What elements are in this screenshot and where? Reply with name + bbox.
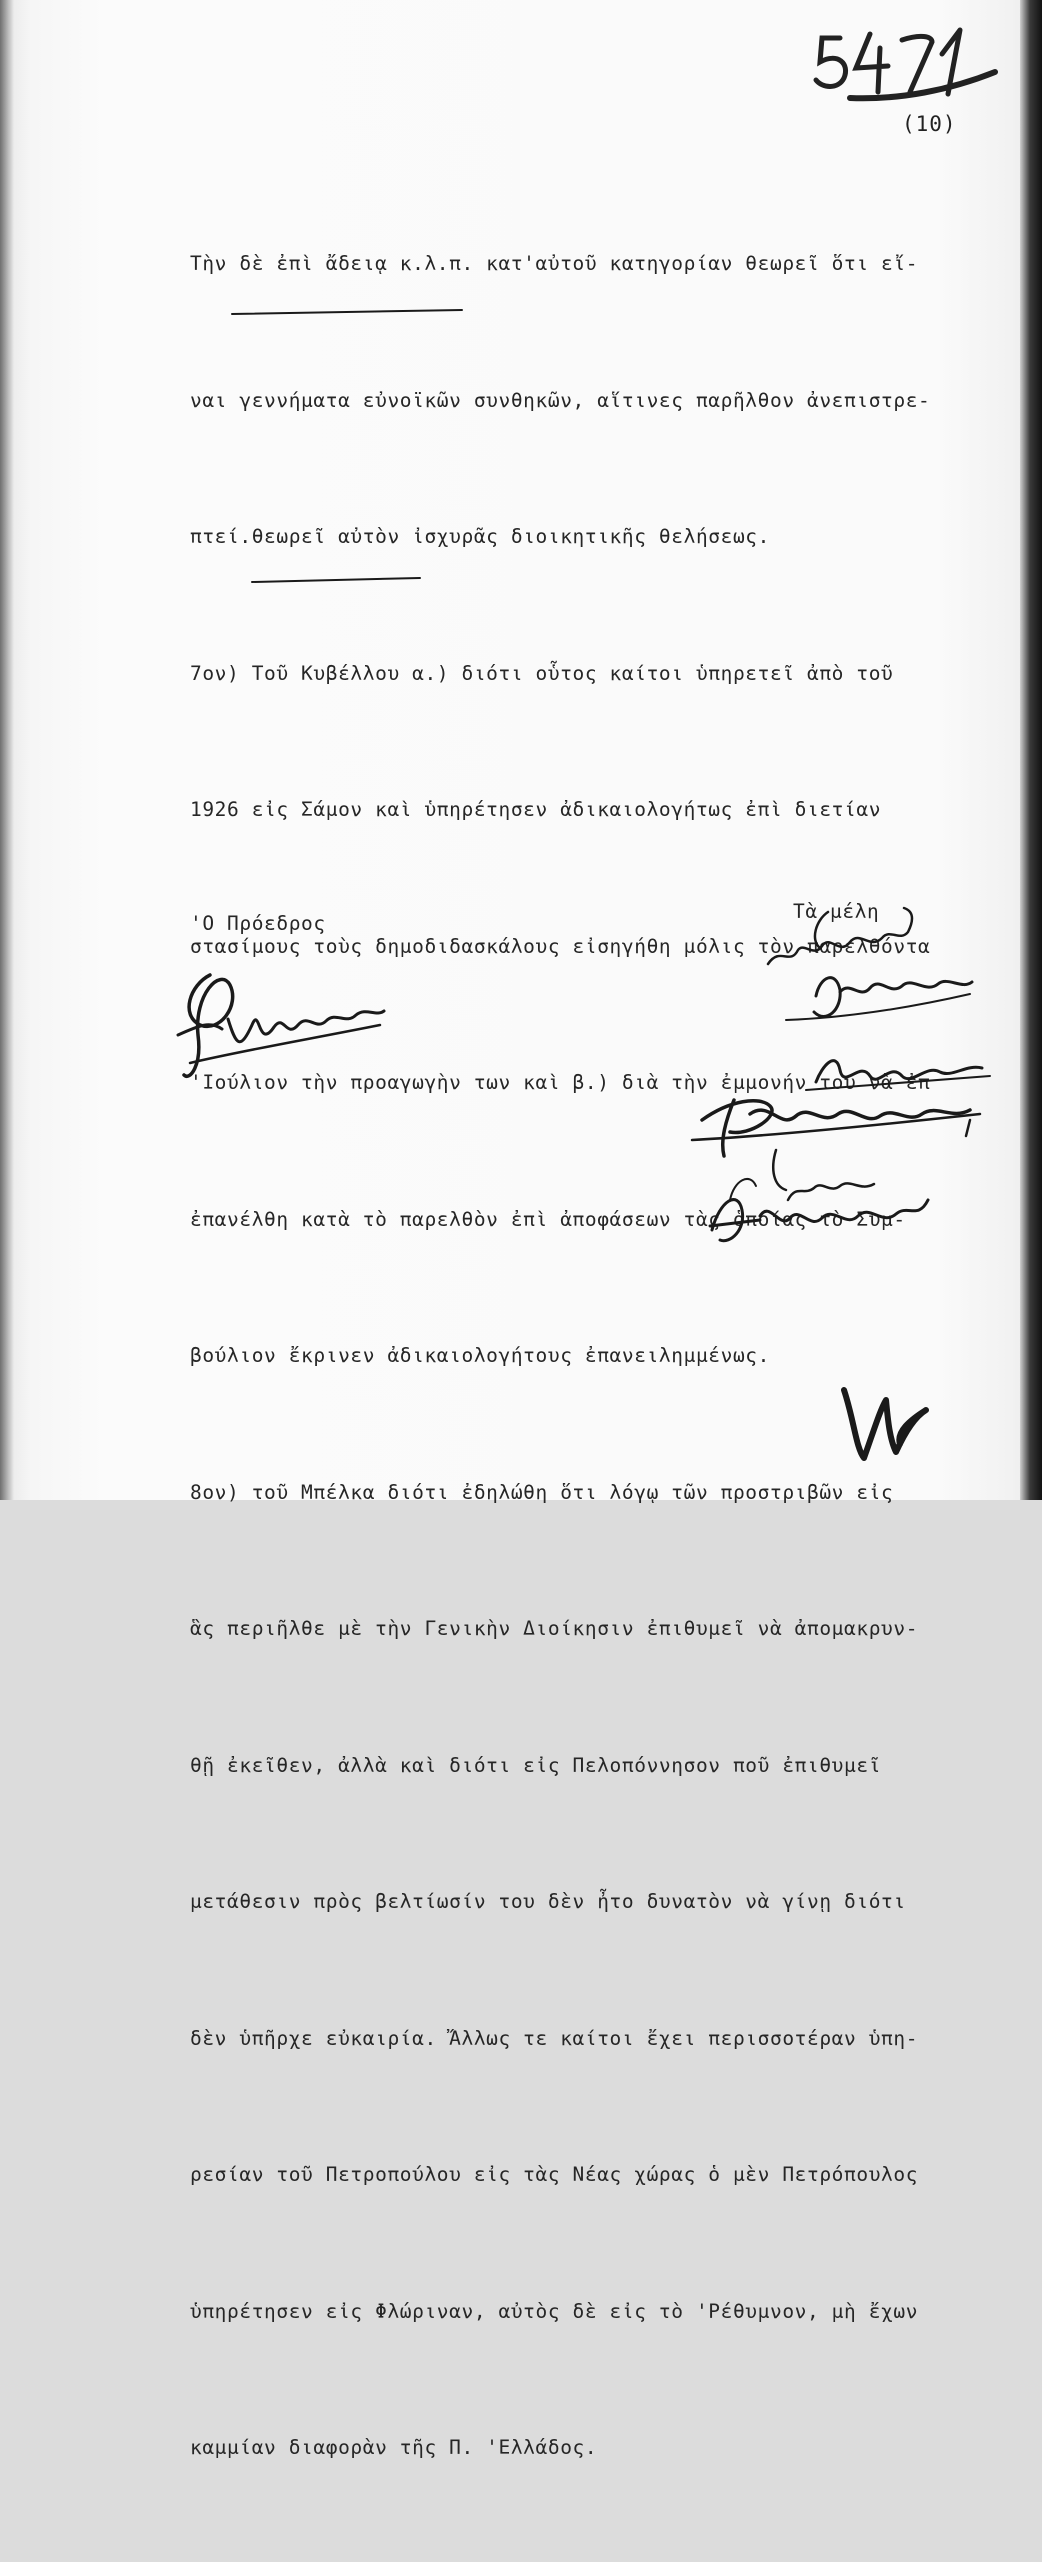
members-label: Τὰ μέλη	[793, 900, 880, 923]
binding-shadow	[0, 0, 14, 1500]
text-line: καμμίαν διαφορὰν τῆς Π. 'Ελλάδος.	[190, 2436, 598, 2459]
text-line: δὲν ὑπῆρχε εὐκαιρία. Ἄλλως τε καίτοι ἔχει περισσοτέραν ὑπη-	[190, 2026, 919, 2050]
text-line: 8ον) τοῦ Μπέλκα διότι ἐδηλώθη ὅτι λόγῳ τῶν προστριβῶν εἰς	[190, 1480, 894, 1504]
text-line: 7ον) Τοῦ Κυβέλλου α.) διότι οὗτος καίτοι ὑπηρετεῖ ἀπὸ τοῦ	[190, 661, 894, 685]
president-signature	[170, 955, 400, 1095]
president-label: 'Ο Πρόεδρος	[190, 912, 326, 935]
text-line: βούλιον ἔκρινεν ἀδικαιολογήτους ἐπανειλημμένως.	[190, 1344, 770, 1367]
text-line: στασίμους τοὺς δημοδιδασκάλους εἰσηγήθη μόλις τὸν παρελθόντα	[190, 934, 931, 958]
page-number: (10)	[902, 112, 957, 136]
text-line: 1926 εἰς Σάμον καὶ ὑπηρέτησεν ἀδικαιολογήτως ἐπὶ διετίαν	[190, 798, 882, 821]
text-line: θῇ ἐκεῖθεν, ἀλλὰ καὶ διότι εἰς Πελοπόννησον ποῦ ἐπιθυμεῖ	[190, 1753, 882, 1777]
text-line: πτεί.θεωρεῖ αὐτὸν ἰσχυρᾶς διοικητικῆς θελήσεως.	[190, 525, 770, 548]
members-signatures	[690, 900, 1020, 1260]
text-line: ὑπηρέτησεν εἰς Φλώριναν, αὐτὸς δὲ εἰς τὸ 'Ρέθυμνον, μὴ ἔχων	[190, 2299, 919, 2323]
text-line: ναι γεννήματα εὐνοϊκῶν συνθηκῶν, αἵτινες παρῆλθον ἀνεπιστρε-	[190, 388, 931, 412]
text-line: ἃς περιῆλθε μὲ τὴν Γενικὴν Διοίκησιν ἐπιθυμεῖ νὰ ἀπομακρυν-	[190, 1617, 919, 1640]
text-line: 'Ιούλιον τὴν προαγωγὴν των καὶ β.) διὰ τὴν ἐμμονήν του νὰ ἐπ	[190, 1071, 931, 1094]
typed-body-text	[190, 150, 1030, 2562]
text-line: Τὴν δὲ ἐπὶ ἄδειᾳ κ.λ.π. κατ'αὐτοῦ κατηγορίαν θεωρεῖ ὅτι εἴ-	[190, 252, 919, 275]
text-line: ρεσίαν τοῦ Πετροπούλου εἰς τὰς Νέας χώρας ὁ μὲν Πετρόπουλος	[190, 2163, 919, 2186]
corner-initials-mark	[830, 1370, 940, 1470]
text-line: μετάθεσιν πρὸς βελτίωσίν του δὲν ἦτο δυνατὸν νὰ γίνῃ διότι	[190, 1890, 906, 1913]
handwritten-reference-number	[810, 20, 1000, 110]
text-line: ἐπανέλθη κατὰ τὸ παρελθὸν ἐπὶ ἀποφάσεων τὰς ὁποίας τὸ Συμ-	[190, 1207, 906, 1231]
